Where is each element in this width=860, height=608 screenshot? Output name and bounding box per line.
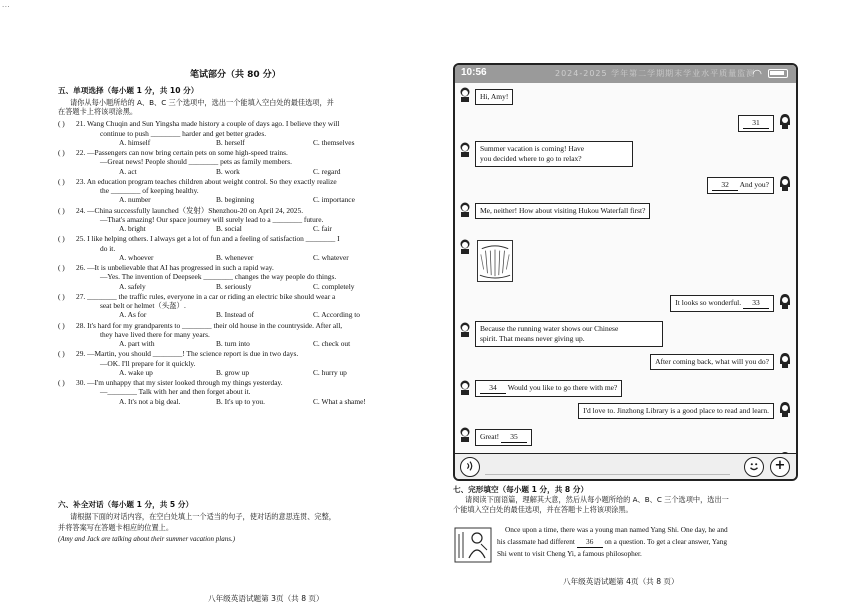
question-text: —That's amazing! Our space journey will surely lead to a ________ future. xyxy=(100,214,324,224)
option-c: C. completely xyxy=(313,281,355,291)
question-text: ________ the traffic rules, everyone in a car or riding an electric bike should wear a xyxy=(87,291,336,301)
blank-34: 34 xyxy=(480,383,506,394)
question-text: continue to push ________ harder and get better grades. xyxy=(100,128,267,138)
option-c: C. whatever xyxy=(313,252,349,262)
chat-message-3 xyxy=(475,141,633,167)
question-text-line xyxy=(76,244,410,253)
chat-message-8 xyxy=(475,321,663,347)
question-text: —It is unbelievable that AI has progressed in such a rapid way. xyxy=(87,263,274,273)
question-25 xyxy=(58,234,410,262)
answer-paren[interactable]: ( ) xyxy=(58,176,65,186)
question-text: It's hard for my grandparents to ________ their old house in the countryside. After all, xyxy=(87,320,343,330)
amy-avatar-icon xyxy=(778,113,792,129)
cloze-line-3: Shi went to visit Cheng Yi, a famous philosopher. xyxy=(497,549,642,559)
question-26 xyxy=(58,263,410,291)
question-28 xyxy=(58,321,410,349)
phone-status-bar xyxy=(455,65,796,83)
question-text-line xyxy=(76,292,410,301)
answer-paren[interactable]: ( ) xyxy=(58,263,65,273)
dialogue-heading: 六、补全对话（每小题 1 分，共 5 分） xyxy=(58,500,194,509)
answer-paren[interactable]: ( ) xyxy=(58,320,65,330)
question-text-line xyxy=(76,215,410,224)
question-text-line xyxy=(76,148,410,157)
question-text-line xyxy=(76,272,410,281)
option-b: B. work xyxy=(216,166,240,176)
cloze-line-2 xyxy=(497,536,803,549)
waterfall-photo xyxy=(477,240,513,282)
question-text: seat belt or helmet（头盔）. xyxy=(100,301,186,311)
amy-avatar-icon xyxy=(778,175,792,191)
question-text: —China successfully launched（发射）Shenzhou-20 on April 24, 2025. xyxy=(87,205,304,215)
question-text: —________ Talk with her and then forget about it. xyxy=(100,387,251,397)
scholar-illustration xyxy=(453,524,493,564)
answer-paren[interactable]: ( ) xyxy=(58,148,65,158)
wifi-icon: ◠ xyxy=(752,68,762,80)
question-text: I like helping others. I always get a lot of fun and a feeling of satisfaction ________ I xyxy=(87,234,340,244)
question-22 xyxy=(58,148,410,176)
blank-33: 33 xyxy=(743,298,769,309)
option-a: A. It's not a big deal. xyxy=(119,396,181,406)
question-text-line xyxy=(76,177,410,186)
option-a: A. act xyxy=(119,166,137,176)
option-b: B. seriously xyxy=(216,281,252,291)
phone-watermark: 2024-2025 学年第二学期期末学业水平质量监测 xyxy=(555,69,756,78)
emoji-button[interactable] xyxy=(744,457,764,477)
scan-corner-mark: ... xyxy=(2,0,11,9)
question-text: —Great news! People should ________ pets as family members. xyxy=(100,157,292,167)
amy-avatar-icon xyxy=(778,293,792,309)
question-29 xyxy=(58,349,410,377)
cloze-line-2b: on a question. To get a clear answer, Yang xyxy=(604,536,728,546)
question-number: 27. xyxy=(76,291,86,301)
question-text-line xyxy=(76,129,410,138)
option-c: C. check out xyxy=(313,339,351,349)
question-text-line xyxy=(76,157,410,166)
option-b: B. It's up to you. xyxy=(216,396,265,406)
chat-message-4 xyxy=(707,177,774,194)
section-title: 笔试部分（共 80 分） xyxy=(190,70,281,80)
option-b: B. turn into xyxy=(216,339,250,349)
amy-avatar-icon xyxy=(778,352,792,368)
page-footer-left: 八年级英语试题第 3页（共 8 页） xyxy=(208,594,324,603)
option-row xyxy=(76,253,410,262)
question-text-line xyxy=(76,119,410,128)
jack-avatar-icon xyxy=(458,201,472,217)
question-text-line xyxy=(76,186,410,195)
chat-message-11: I'd love to. Jinzhong Library is a good place to read and learn. xyxy=(578,403,774,419)
option-c: C. hurry up xyxy=(313,367,347,377)
question-text: —I'm unhappy that my sister looked through my things yesterday. xyxy=(87,378,283,388)
option-a: A. safely xyxy=(119,281,146,291)
question-number: 30. xyxy=(76,378,86,388)
chat-area xyxy=(455,83,796,457)
chat-message-12 xyxy=(475,429,532,446)
chat-message-3-line-2: you decided where to go to relax? xyxy=(480,153,582,163)
question-text: —Martin, you should ________! The science report is due in two days. xyxy=(87,349,299,359)
option-c: C. According to xyxy=(313,310,361,320)
answer-paren[interactable]: ( ) xyxy=(58,349,65,359)
cloze-instruction-cont: 个能填入空白处的最佳选项，并在答题卡上将该项涂黑。 xyxy=(453,505,633,515)
dialogue-scenario: (Amy and Jack are talking about their summer vacation plans.) xyxy=(58,535,236,544)
cloze-section xyxy=(453,484,803,586)
option-c: C. themselves xyxy=(313,137,355,147)
voice-button[interactable] xyxy=(460,457,480,477)
option-b: B. whenever xyxy=(216,252,254,262)
blank-36: 36 xyxy=(577,536,603,549)
answer-paren[interactable]: ( ) xyxy=(58,291,65,301)
question-30 xyxy=(58,378,410,406)
single-choice-instruction-cont: 在答题卡上将该项涂黑。 xyxy=(58,107,138,117)
option-row xyxy=(76,195,410,204)
jack-avatar-icon xyxy=(458,321,472,337)
option-c: C. fair xyxy=(313,224,332,234)
chat-message-12-text: Great! xyxy=(480,432,500,441)
question-text: do it. xyxy=(100,243,116,253)
dialogue-instruction: 请根据下面的对话内容，在空白处填上一个适当的句子，使对话的意思连贯、完整， xyxy=(70,512,336,522)
answer-paren[interactable]: ( ) xyxy=(58,378,65,388)
chat-message-8-line-2: spirit. That means never giving up. xyxy=(480,333,585,343)
cloze-heading: 七、完形填空（每小题 1 分，共 8 分） xyxy=(453,485,589,494)
question-text-line xyxy=(76,321,410,330)
phone-chat-frame xyxy=(453,63,798,481)
chat-message-9: After coming back, what will you do? xyxy=(650,354,774,370)
option-b: B. grow up xyxy=(216,367,250,377)
option-c: C. What a shame! xyxy=(313,396,366,406)
question-number: 24. xyxy=(76,205,86,215)
question-text: the ________ of keeping healthy. xyxy=(100,186,199,196)
option-row xyxy=(76,167,410,176)
option-row xyxy=(76,138,410,147)
single-choice-section xyxy=(58,86,410,406)
add-button[interactable] xyxy=(770,457,790,477)
chat-message-5: Me, neither! How about visiting Hukou Waterfall first? xyxy=(475,203,650,219)
option-a: A. part with xyxy=(119,339,155,349)
dialogue-instruction-cont: 并将答案写在答题卡相应的位置上。 xyxy=(58,523,174,533)
option-a: A. whoever xyxy=(119,252,154,262)
question-text-line xyxy=(76,263,410,272)
question-text-line xyxy=(76,359,410,368)
option-row xyxy=(76,224,410,233)
waterfall-icon xyxy=(478,241,512,281)
cloze-instruction: 请阅读下面语篇，理解其大意，然后从每小题所给的 A、B、C 三个选项中，选出一 xyxy=(465,495,729,504)
phone-time: 10:56 xyxy=(461,67,487,78)
jack-avatar-icon xyxy=(458,238,472,254)
cloze-paragraph xyxy=(497,524,803,560)
chat-message-1: Hi, Amy! xyxy=(475,89,513,105)
option-b: B. beginning xyxy=(216,195,255,205)
answer-paren[interactable]: ( ) xyxy=(58,205,65,215)
question-number: 22. xyxy=(76,148,86,158)
option-b: B. Instead of xyxy=(216,310,254,320)
jack-avatar-icon xyxy=(458,426,472,442)
option-row xyxy=(76,282,410,291)
chat-message-2 xyxy=(738,115,774,132)
blank-35: 35 xyxy=(501,432,527,443)
chat-message-3-line-1: Summer vacation is coming! Have xyxy=(480,144,585,153)
question-number: 29. xyxy=(76,349,86,359)
question-text-line xyxy=(76,349,410,358)
blank-31: 31 xyxy=(743,118,769,129)
amy-avatar-icon xyxy=(778,401,792,417)
scholar-icon xyxy=(453,524,493,564)
question-number: 28. xyxy=(76,320,86,330)
question-24 xyxy=(58,206,410,234)
question-text: Wang Chuqin and Sun Yingsha made history a couple of days ago. I believe they will xyxy=(86,119,340,129)
question-text-line xyxy=(76,387,410,396)
question-text: —OK. I'll prepare for it quickly. xyxy=(100,358,196,368)
option-row xyxy=(76,368,410,377)
question-list xyxy=(58,119,410,406)
option-c: C. regard xyxy=(313,166,341,176)
question-text: —Passengers can now bring certain pets on some high-speed trains. xyxy=(87,148,288,158)
smiley-icon xyxy=(747,459,761,473)
single-choice-instruction: 请你从每小题所给的 A、B、C 三个选项中，选出一个能填入空白处的最佳选项，并 xyxy=(70,98,334,108)
answer-paren[interactable]: ( ) xyxy=(58,234,65,244)
question-text-line xyxy=(76,206,410,215)
option-b: B. herself xyxy=(216,137,245,147)
jack-avatar-icon xyxy=(458,141,472,157)
jack-avatar-icon xyxy=(458,86,472,102)
question-number: 26. xyxy=(76,263,86,273)
chat-message-8-line-1: Because the running water shows our Chinese xyxy=(480,324,619,333)
option-a: A. As for xyxy=(119,310,147,320)
question-text-line xyxy=(76,378,410,387)
question-text: —Yes. The invention of Deepseek ________ changes the way people do things. xyxy=(100,272,337,282)
option-a: A. number xyxy=(119,195,151,205)
question-text-line xyxy=(76,234,410,243)
chat-message-10-text: Would you like to go there with me? xyxy=(507,383,618,392)
left-page xyxy=(58,70,410,603)
blank-32: 32 xyxy=(712,180,738,191)
question-text-line xyxy=(76,301,410,310)
voice-icon xyxy=(463,459,477,473)
option-row xyxy=(76,310,410,319)
option-row xyxy=(76,339,410,348)
option-c: C. importance xyxy=(313,195,355,205)
question-21 xyxy=(58,119,410,147)
question-text-line xyxy=(76,330,410,339)
chat-message-7 xyxy=(670,295,774,312)
question-27 xyxy=(58,292,410,320)
option-b: B. social xyxy=(216,224,242,234)
dialogue-section xyxy=(58,500,410,544)
question-number: 23. xyxy=(76,176,86,186)
cloze-line-2a: his classmate had different xyxy=(497,536,575,546)
plus-icon: + xyxy=(774,458,786,473)
option-a: A. bright xyxy=(119,224,146,234)
question-number: 21. xyxy=(76,119,86,129)
option-a: A. wake up xyxy=(119,367,153,377)
cloze-line-1: Once upon a time, there was a young man named Yang Shi. One day, he and xyxy=(505,525,728,534)
option-row xyxy=(76,397,410,406)
answer-paren[interactable]: ( ) xyxy=(58,119,65,129)
chat-message-10 xyxy=(475,380,622,397)
question-number: 25. xyxy=(76,234,86,244)
question-text: they have lived there for many years. xyxy=(100,329,210,339)
option-a: A. himself xyxy=(119,137,151,147)
page-footer-right: 八年级英语试题第 4页（共 8 页） xyxy=(563,577,679,586)
battery-icon xyxy=(768,69,788,78)
jack-avatar-icon xyxy=(458,379,472,395)
chat-message-7-text: It looks so wonderful. xyxy=(675,298,742,307)
single-choice-heading: 五、单项选择（每小题 1 分，共 10 分） xyxy=(58,86,199,95)
phone-input-bar xyxy=(455,453,796,479)
message-input[interactable] xyxy=(485,459,730,475)
question-23 xyxy=(58,177,410,205)
question-text: An education program teaches children about weight control. So they exactly realize xyxy=(86,176,337,186)
chat-message-4-text: And you? xyxy=(739,180,769,189)
